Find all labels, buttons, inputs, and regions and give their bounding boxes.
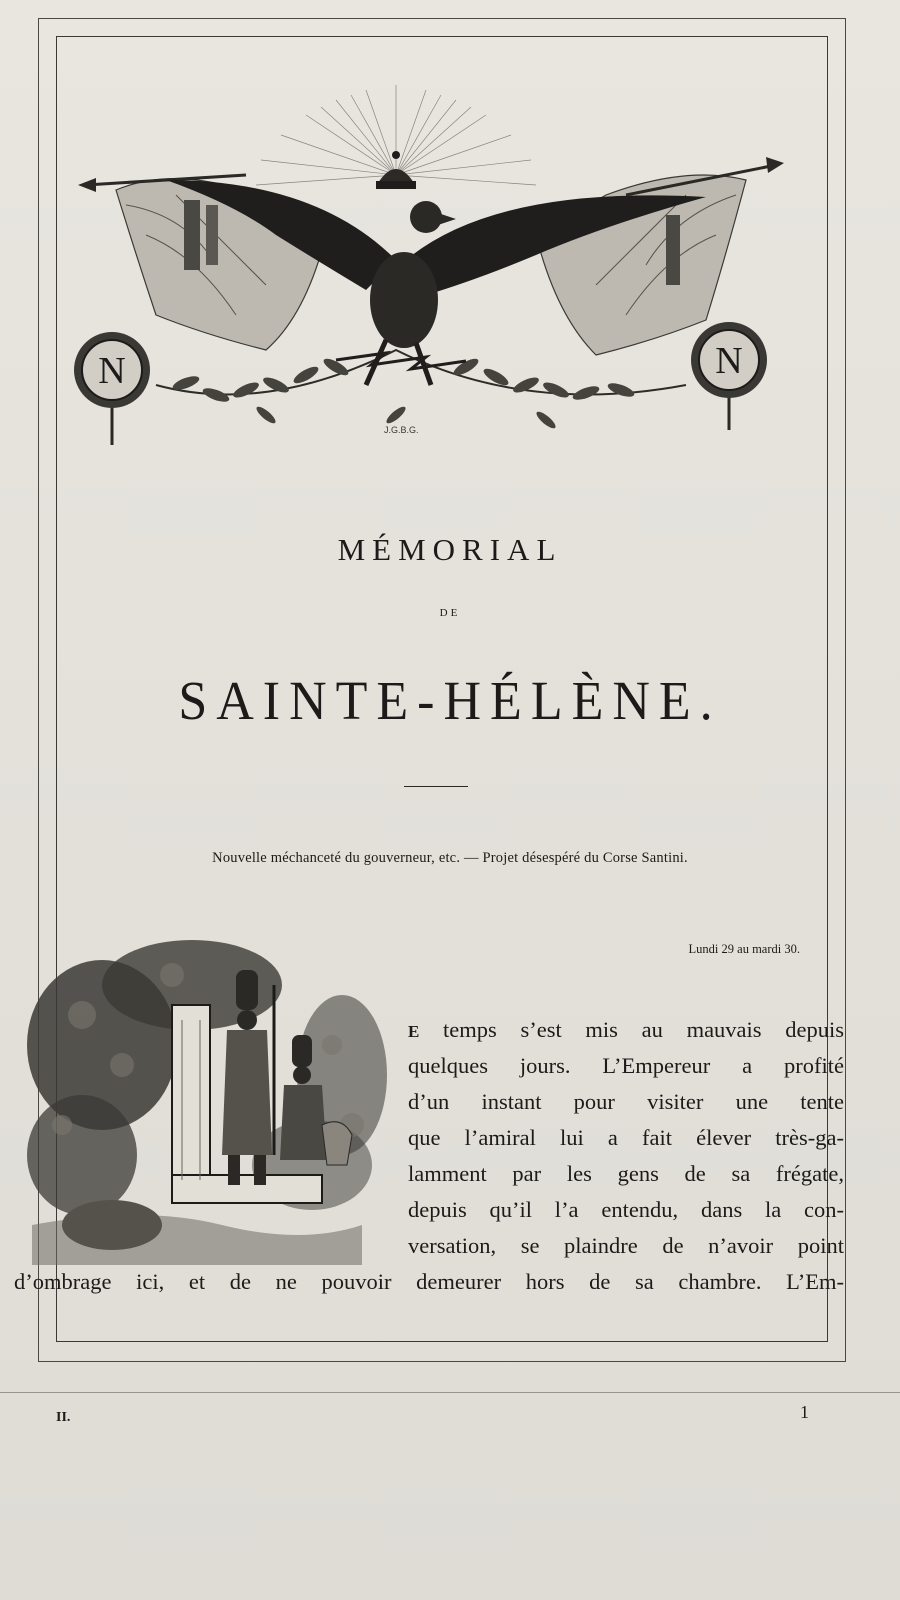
text-line-5: lamment par les gens de sa frégate, — [408, 1161, 844, 1186]
title-sainte-helene: SAINTE-HÉLÈNE. — [178, 671, 722, 732]
thunderbolt-icon — [336, 353, 466, 369]
text-line-8: d’ombrage ici, et de ne pouvoir demeurer hors de sa chambre. L’Em- — [14, 1269, 844, 1294]
text-line-1-caps: E — [408, 1022, 420, 1041]
text-line-6: depuis qu’il l’a entendu, dans la con- — [408, 1197, 844, 1222]
eagle-engraving — [66, 85, 796, 465]
engraver-signature: J.G.B.G. — [384, 425, 419, 435]
title-de: DE — [439, 607, 461, 619]
n-monogram-right: N — [715, 340, 743, 382]
footer-rule — [0, 1392, 900, 1393]
medallion-left — [74, 332, 150, 445]
text-line-7: versation, se plaindre de n’avoir point — [408, 1233, 844, 1258]
eagle-vignette — [66, 85, 796, 465]
dateline: Lundi 29 au mardi 30. — [688, 942, 800, 956]
signature-mark: II. — [56, 1410, 71, 1425]
tassel-right — [666, 215, 680, 285]
n-monogram-left: N — [98, 350, 126, 392]
text-line-3: d’un instant pour visiter une tente — [408, 1089, 844, 1114]
text-line-4: que l’amiral lui a fait élever très-ga- — [408, 1125, 844, 1150]
text-line-1 — [408, 1012, 844, 1050]
tassel-left — [184, 200, 200, 270]
folio-number: 1 — [800, 1402, 809, 1422]
dog-figure — [322, 1122, 352, 1165]
title-rule — [404, 786, 468, 787]
medallion-right — [691, 322, 767, 430]
title-memorial: MÉMORIAL — [337, 532, 563, 567]
drop-cap-l-engraving — [22, 925, 394, 1285]
text-line-2: quelques jours. L’Empereur a profité — [408, 1053, 844, 1078]
rock — [62, 1200, 162, 1250]
chapter-summary: Nouvelle méchanceté du gouverneur, etc. — Projet désespéré du Corse Santini. — [212, 850, 688, 866]
text-line-1-body: temps s’est mis au mauvais depuis — [419, 1017, 844, 1042]
drop-cap-illustration — [22, 925, 394, 1285]
